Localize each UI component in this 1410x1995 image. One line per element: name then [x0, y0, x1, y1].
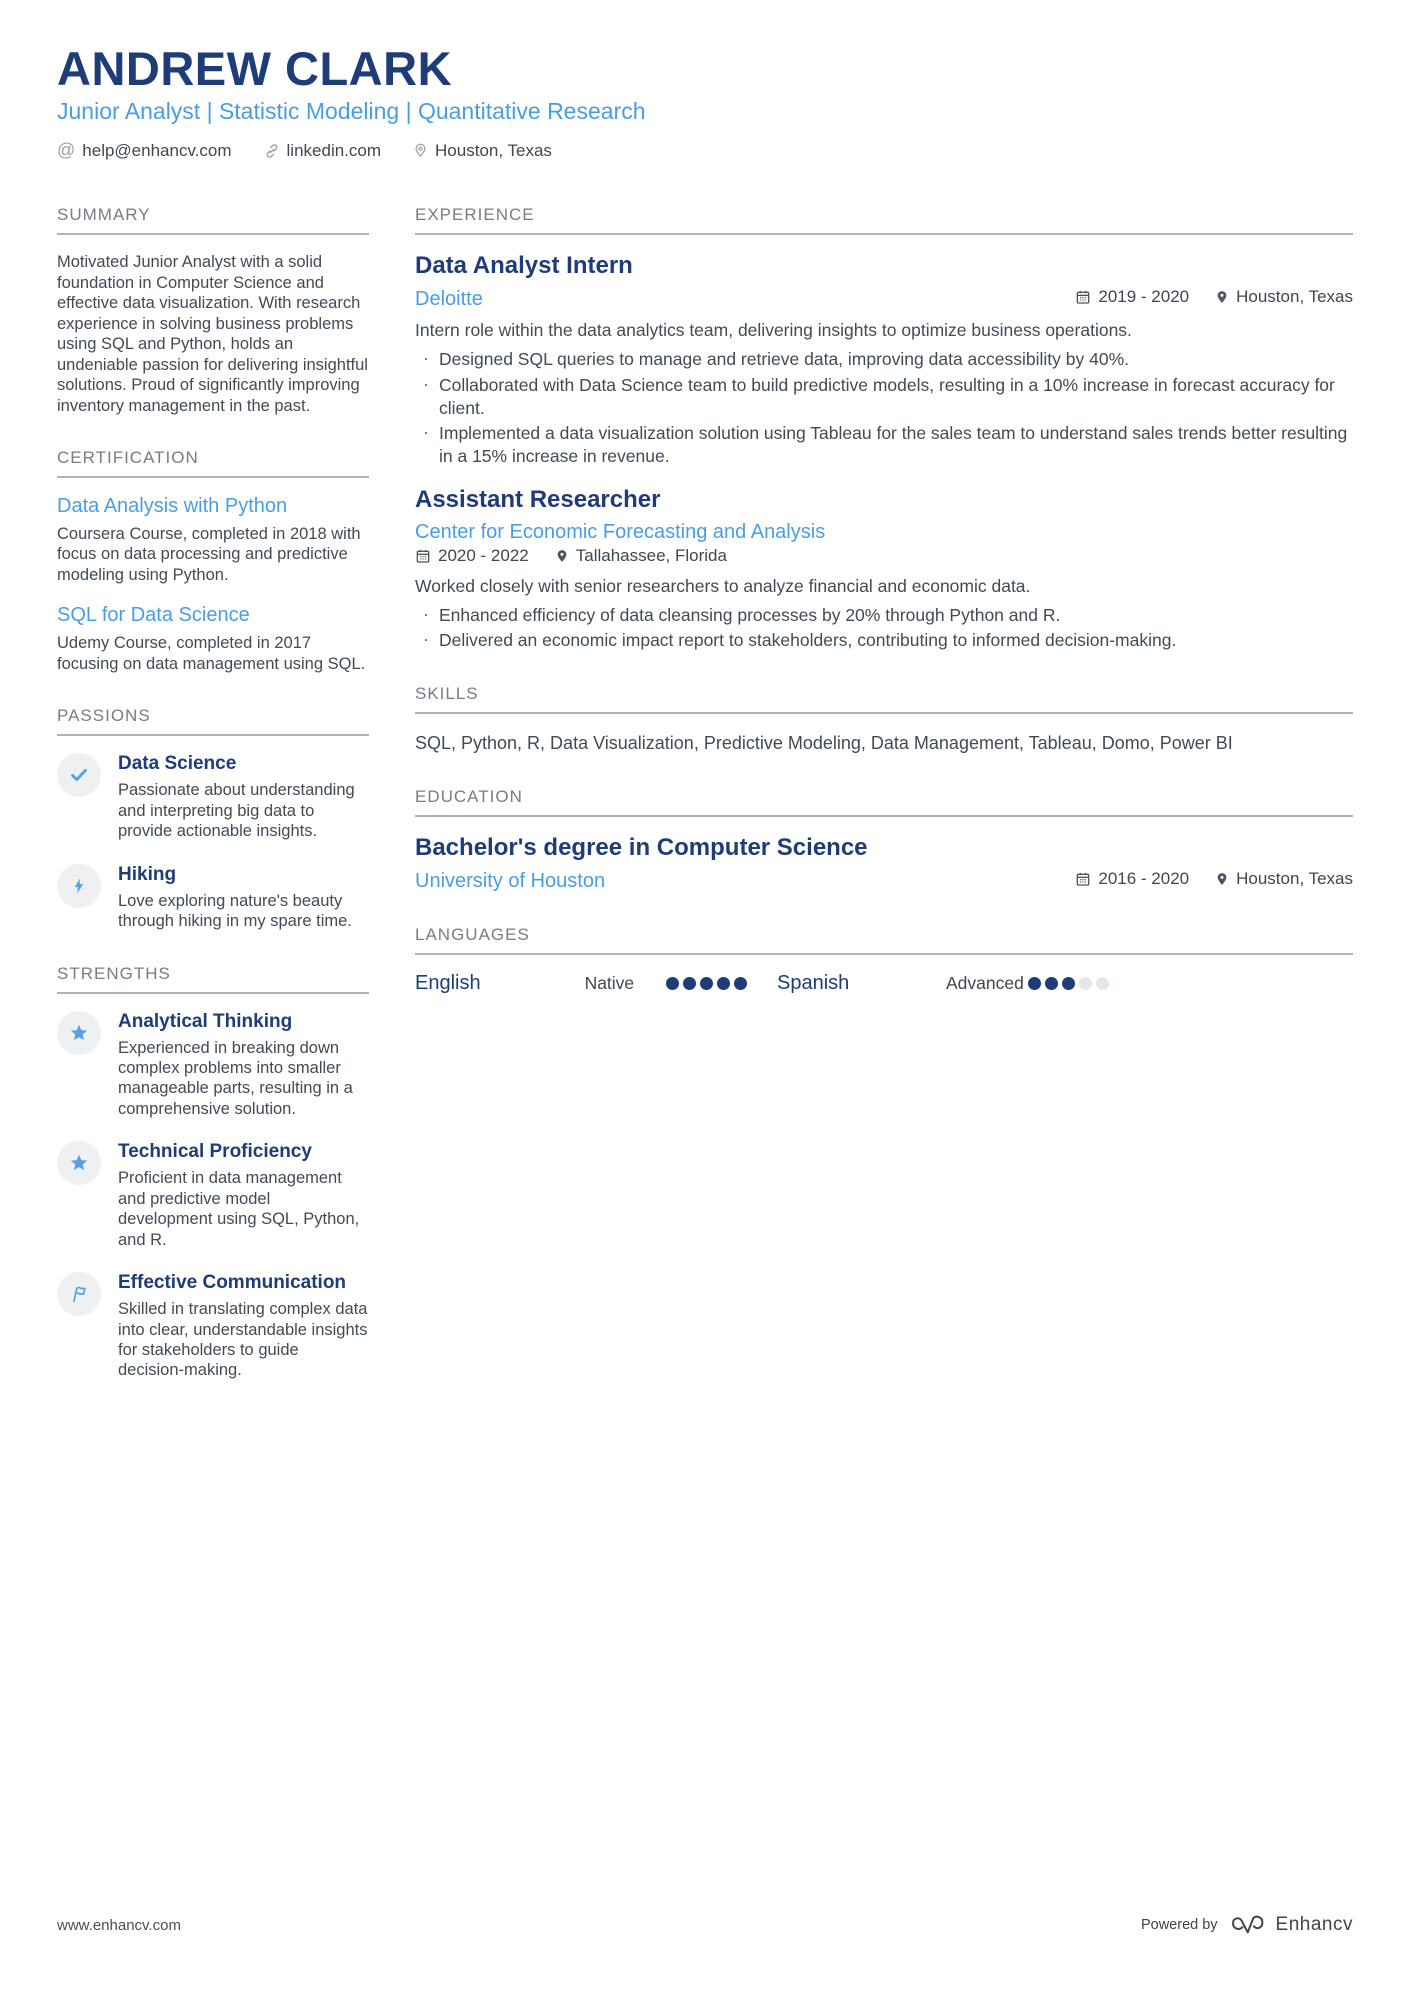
- passion-body: [118, 753, 369, 841]
- school-row: [415, 869, 1353, 893]
- brand-name: Enhancv: [1275, 1914, 1353, 1935]
- section-strengths: [57, 964, 369, 1381]
- page-footer: [57, 1913, 1353, 1937]
- company-row: [415, 287, 1353, 311]
- job-bullets: [415, 604, 1353, 653]
- job-location: [555, 546, 727, 566]
- strength-title: Technical Proficiency: [118, 1141, 312, 1163]
- star-icon: [57, 1011, 101, 1055]
- job-bullet: · Implemented a data visualization solution using Tableau for the sales team to understand sales trends better resulting in a 15% increase in revenue.: [415, 422, 1353, 468]
- location-pin-icon: [1215, 289, 1229, 305]
- passion-title: Data Science: [118, 753, 237, 775]
- job-location-text: Tallahassee, Florida: [575, 545, 727, 565]
- person-headline: Junior Analyst | Statistic Modeling | Quantitative Research: [57, 98, 646, 125]
- strength-body: [118, 1272, 369, 1381]
- skills-text: SQL, Python, R, Data Visualization, Predictive Modeling, Data Management, Tableau, Domo, Power BI: [415, 733, 1233, 754]
- certification-heading: CERTIFICATION: [57, 448, 369, 478]
- check-icon: [57, 753, 101, 797]
- proficiency-dot-empty: [1079, 977, 1092, 990]
- contact-linkedin[interactable]: [264, 141, 382, 161]
- contact-location-text: Houston, Texas: [435, 140, 552, 160]
- passion-title: Hiking: [118, 863, 177, 885]
- passion-description: Love exploring nature's beauty through hiking in my spare time.: [118, 891, 352, 931]
- calendar-icon: [415, 548, 431, 564]
- location-pin-icon: [1215, 871, 1229, 887]
- powered-by-label: Powered by: [1140, 1917, 1218, 1933]
- education-dates: [1075, 869, 1189, 889]
- section-skills: [415, 684, 1353, 755]
- strength-title: Analytical Thinking: [118, 1010, 293, 1032]
- calendar-icon: [1075, 871, 1091, 887]
- proficiency-dot-filled: [683, 977, 696, 990]
- languages-heading: LANGUAGES: [415, 925, 1353, 955]
- language-proficiency-dots: [666, 977, 747, 990]
- strength-description: Experienced in breaking down complex problems into smaller manageable parts, resulting in a comprehensive solution.: [118, 1038, 353, 1118]
- job-location-text: Houston, Texas: [1236, 287, 1353, 307]
- company-name: Center for Economic Forecasting and Analysis: [415, 520, 826, 543]
- left-column: [57, 205, 369, 1413]
- job-meta: [415, 546, 1353, 566]
- experience-entry: [415, 252, 1353, 468]
- certification-title: SQL for Data Science: [57, 604, 250, 627]
- resume-header: [0, 0, 1410, 161]
- company-name: Deloitte: [415, 288, 483, 311]
- proficiency-dot-filled: [1062, 977, 1075, 990]
- section-certification: [57, 448, 369, 674]
- job-bullets: [415, 348, 1353, 468]
- certification-description: Coursera Course, completed in 2018 with focus on data processing and predictive modeling using Python.: [57, 524, 361, 584]
- experience-entry: [415, 486, 1353, 652]
- passions-heading: PASSIONS: [57, 706, 369, 736]
- contact-location: [413, 141, 552, 161]
- job-meta: [1075, 287, 1353, 307]
- passion-description: Passionate about understanding and interpreting big data to provide actionable insights.: [118, 781, 355, 841]
- job-bullet: · Enhanced efficiency of data cleansing processes by 20% through Python and R.: [415, 604, 1353, 627]
- proficiency-dot-filled: [1028, 977, 1041, 990]
- location-pin-icon: [555, 548, 569, 564]
- proficiency-dot-filled: [1045, 977, 1058, 990]
- passion-body: [118, 864, 369, 932]
- education-heading: EDUCATION: [415, 787, 1353, 817]
- strength-description: Skilled in translating complex data into clear, understandable insights for stakeholders to guide decision-making.: [118, 1300, 368, 1380]
- experience-heading: EXPERIENCE: [415, 205, 1353, 235]
- certification-title: Data Analysis with Python: [57, 494, 288, 517]
- job-dates: [1075, 287, 1189, 307]
- summary-text: Motivated Junior Analyst with a solid foundation in Computer Science and effective data visualization. With research experience in solving business problems using SQL and Python, holds an undeniable passion for delivering insightful solutions. Proud of significantly improving inventory management in the past.: [57, 253, 368, 415]
- section-education: [415, 787, 1353, 893]
- location-icon: [413, 142, 428, 159]
- job-summary: Worked closely with senior researchers to analyze financial and economic data.: [415, 575, 1031, 596]
- language-name: English: [415, 972, 481, 995]
- flag-icon: [57, 1272, 101, 1316]
- proficiency-dot-filled: [717, 977, 730, 990]
- language-level: Native: [584, 973, 635, 994]
- content-columns: [0, 205, 1410, 1413]
- skills-heading: SKILLS: [415, 684, 1353, 714]
- section-summary: [57, 205, 369, 416]
- certification-item: [57, 495, 369, 585]
- link-icon: [264, 143, 280, 159]
- contact-email[interactable]: [57, 140, 232, 161]
- job-summary: Intern role within the data analytics team, delivering insights to optimize business operations.: [415, 320, 1132, 341]
- education-entry: [415, 834, 1353, 893]
- job-bullet: · Collaborated with Data Science team to build predictive models, resulting in a 10% increase in forecast accuracy for client.: [415, 374, 1353, 420]
- language-level: Advanced: [946, 973, 1024, 994]
- job-dates: [415, 546, 529, 566]
- education-location-text: Houston, Texas: [1236, 869, 1353, 889]
- brand-wrap: [1230, 1913, 1353, 1937]
- strengths-heading: STRENGTHS: [57, 964, 369, 994]
- certification-item: [57, 604, 369, 674]
- section-passions: [57, 706, 369, 931]
- summary-heading: SUMMARY: [57, 205, 369, 235]
- education-meta: [1075, 869, 1353, 889]
- education-dates-text: 2016 - 2020: [1098, 869, 1190, 889]
- job-title: Assistant Researcher: [415, 485, 661, 513]
- proficiency-dot-filled: [666, 977, 679, 990]
- strength-title: Effective Communication: [118, 1272, 347, 1294]
- language-name: Spanish: [777, 972, 850, 995]
- education-location: [1215, 869, 1353, 889]
- job-location: [1215, 287, 1353, 307]
- job-dates-text: 2020 - 2022: [438, 545, 529, 565]
- footer-website-link[interactable]: www.enhancv.com: [57, 1916, 181, 1934]
- proficiency-dot-filled: [734, 977, 747, 990]
- contact-row: [57, 140, 1353, 161]
- contact-email-text: help@enhancv.com: [82, 140, 232, 160]
- job-dates-text: 2019 - 2020: [1098, 287, 1190, 307]
- email-icon: @: [57, 140, 76, 161]
- section-languages: [415, 925, 1353, 995]
- job-bullet: · Designed SQL queries to manage and retrieve data, improving data accessibility by 40%.: [415, 348, 1353, 371]
- degree-title: Bachelor's degree in Computer Science: [415, 834, 868, 862]
- strength-body: [118, 1141, 369, 1250]
- section-experience: [415, 205, 1353, 652]
- language-item: [777, 972, 1109, 995]
- lightning-icon: [57, 864, 101, 908]
- proficiency-dot-filled: [700, 977, 713, 990]
- strength-item: [57, 1141, 369, 1250]
- calendar-icon: [1075, 289, 1091, 305]
- powered-by-block[interactable]: [1141, 1913, 1353, 1937]
- star-icon: [57, 1141, 101, 1185]
- strength-item: [57, 1011, 369, 1120]
- languages-grid: [415, 972, 1353, 995]
- job-title: Data Analyst Intern: [415, 252, 633, 280]
- language-proficiency-dots: [1028, 977, 1109, 990]
- strength-description: Proficient in data management and predictive model development using SQL, Python, and R.: [118, 1169, 360, 1249]
- right-column: [415, 205, 1353, 1413]
- passion-item: [57, 864, 369, 932]
- proficiency-dot-empty: [1096, 977, 1109, 990]
- strength-item: [57, 1272, 369, 1381]
- enhancv-logo-icon: [1230, 1913, 1268, 1937]
- language-item: [415, 972, 747, 995]
- school-name: University of Houston: [415, 870, 606, 893]
- certification-description: Udemy Course, completed in 2017 focusing on data management using SQL.: [57, 634, 366, 673]
- contact-linkedin-text: linkedin.com: [286, 140, 382, 160]
- strength-body: [118, 1011, 369, 1120]
- passion-item: [57, 753, 369, 841]
- job-bullet: · Delivered an economic impact report to stakeholders, contributing to informed decision-making.: [415, 629, 1353, 652]
- person-name: ANDREW CLARK: [57, 42, 453, 95]
